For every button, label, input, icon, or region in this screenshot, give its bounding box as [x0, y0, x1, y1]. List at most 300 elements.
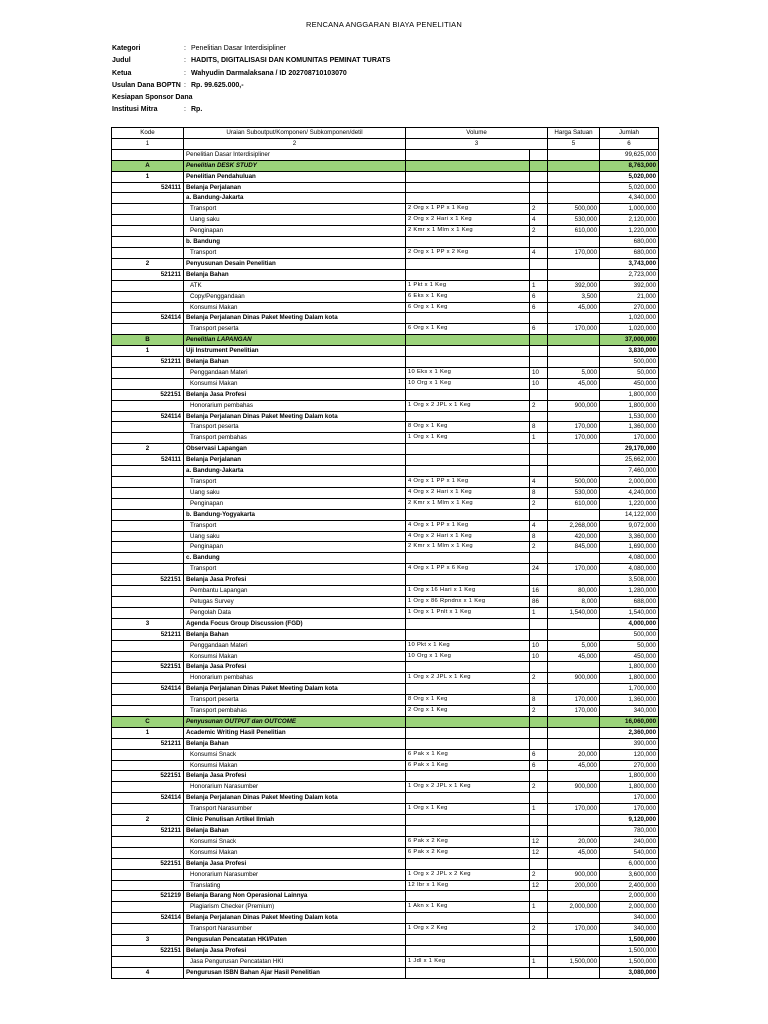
cell-harga-satuan: 170,000: [548, 564, 600, 575]
table-row: [112, 324, 659, 335]
cell-uraian: Plagiarism Checker (Premium): [184, 902, 406, 913]
cell-volume-detail: 6 Eks x 1 Keg: [406, 291, 530, 302]
table-row: [112, 847, 659, 858]
cell-harga-satuan: 900,000: [548, 673, 600, 684]
cell-uraian: Transport: [184, 564, 406, 575]
cell-harga-satuan: 900,000: [548, 782, 600, 793]
cell-uraian: Belanja Barang Non Operasional Lainnya: [184, 891, 406, 902]
cell-uraian: Belanja Bahan: [184, 629, 406, 640]
cell-jumlah: 1,800,000: [600, 771, 659, 782]
cell-jumlah: 120,000: [600, 749, 659, 760]
cell-volume-total: 4: [530, 477, 548, 488]
cell-uraian: a. Bandung-Jakarta: [184, 466, 406, 477]
cell-kode: 2: [112, 258, 184, 269]
cell-volume-detail: 1 Org x 1 Pnlt x 1 Keg: [406, 607, 530, 618]
cell-harga-satuan: 170,000: [548, 247, 600, 258]
cell-uraian: Transport peserta: [184, 695, 406, 706]
cell-jumlah: 3,743,000: [600, 258, 659, 269]
table-row: [112, 367, 659, 378]
cell-uraian: Transport: [184, 520, 406, 531]
cell-volume-total: 10: [530, 367, 548, 378]
cell-volume-total: 8: [530, 422, 548, 433]
cell-volume-total: 10: [530, 640, 548, 651]
cell-kode: 1: [112, 171, 184, 182]
cell-volume-detail: [406, 684, 530, 695]
cell-jumlah: 688,000: [600, 596, 659, 607]
cell-jumlah: 21,000: [600, 291, 659, 302]
cell-volume-detail: 1 Org x 86 Rpndnx x 1 Keg: [406, 596, 530, 607]
cell-kode: [112, 531, 184, 542]
cell-kode: [112, 226, 184, 237]
cell-volume-total: 24: [530, 564, 548, 575]
cell-kode: 522151: [112, 771, 184, 782]
cell-volume-total: [530, 346, 548, 357]
cell-harga-satuan: [548, 509, 600, 520]
meta-key: Kategori: [112, 45, 141, 52]
cell-harga-satuan: 8,000: [548, 596, 600, 607]
cell-volume-total: 16: [530, 586, 548, 597]
table-row: [112, 945, 659, 956]
cell-volume-detail: [406, 891, 530, 902]
cell-kode: 2: [112, 444, 184, 455]
cell-volume-detail: [406, 313, 530, 324]
table-row: [112, 695, 659, 706]
cell-uraian: Uji Instrument Penelitian: [184, 346, 406, 357]
table-row: [112, 411, 659, 422]
cell-harga-satuan: 3,500: [548, 291, 600, 302]
table-row: [112, 237, 659, 248]
cell-uraian: Petugas Survey: [184, 596, 406, 607]
cell-jumlah: 270,000: [600, 760, 659, 771]
cell-volume-detail: 10 Pkt x 1 Keg: [406, 640, 530, 651]
cell-kode: [112, 400, 184, 411]
cell-volume-total: 1: [530, 433, 548, 444]
cell-uraian: Belanja Jasa Profesi: [184, 945, 406, 956]
cell-volume-total: [530, 466, 548, 477]
cell-volume-detail: [406, 815, 530, 826]
cell-volume-total: [530, 269, 548, 280]
cell-uraian: Honorarium pembahas: [184, 673, 406, 684]
cell-kode: 3: [112, 935, 184, 946]
cell-uraian: Konsumsi Makan: [184, 760, 406, 771]
cell-uraian: c. Bandung: [184, 553, 406, 564]
cell-volume-detail: 1 Org x 1 Keg: [406, 433, 530, 444]
cell-harga-satuan: [548, 738, 600, 749]
cell-volume-total: [530, 684, 548, 695]
cell-volume-total: [530, 618, 548, 629]
cell-uraian: Penyusunan Desain Penelitian: [184, 258, 406, 269]
table-row: [112, 749, 659, 760]
table-row: [112, 575, 659, 586]
cell-uraian: Pembantu Lapangan: [184, 586, 406, 597]
cell-volume-detail: [406, 618, 530, 629]
cell-uraian: Penginapan: [184, 542, 406, 553]
table-row: [112, 204, 659, 215]
cell-volume-detail: [406, 357, 530, 368]
meta-value: Penelitian Dasar Interdisipliner: [191, 45, 286, 52]
table-row: [112, 498, 659, 509]
cell-volume-detail: [406, 411, 530, 422]
table-row: [112, 956, 659, 967]
cell-harga-satuan: [548, 160, 600, 171]
table-row: [112, 738, 659, 749]
table-row: [112, 727, 659, 738]
cell-volume-detail: [406, 826, 530, 837]
cell-uraian: Konsumsi Makan: [184, 378, 406, 389]
cell-volume-detail: [406, 945, 530, 956]
cell-kode: A: [112, 160, 184, 171]
table-row: [112, 247, 659, 258]
cell-volume-detail: [406, 444, 530, 455]
cell-volume-detail: [406, 182, 530, 193]
table-row: [112, 226, 659, 237]
cell-harga-satuan: [548, 945, 600, 956]
cell-uraian: Belanja Jasa Profesi: [184, 771, 406, 782]
cell-uraian: Transport Narasumber: [184, 804, 406, 815]
cell-jumlah: 450,000: [600, 378, 659, 389]
cell-jumlah: 500,000: [600, 357, 659, 368]
cell-jumlah: 390,000: [600, 738, 659, 749]
cell-volume-detail: [406, 466, 530, 477]
cell-harga-satuan: [548, 891, 600, 902]
header-kode: Kode: [112, 128, 184, 139]
cell-kode: [112, 956, 184, 967]
cell-volume-total: 6: [530, 760, 548, 771]
cell-jumlah: 240,000: [600, 836, 659, 847]
cell-jumlah: 680,000: [600, 237, 659, 248]
table-row: [112, 640, 659, 651]
cell-harga-satuan: 5,000: [548, 367, 600, 378]
cell-uraian: Penggandaan Materi: [184, 640, 406, 651]
cell-uraian: Konsumsi Snack: [184, 836, 406, 847]
meta-key: Usulan Dana BOPTN: [112, 81, 181, 89]
table-row: [112, 509, 659, 520]
cell-uraian: Belanja Jasa Profesi: [184, 575, 406, 586]
cell-volume-detail: 10 Org x 1 Keg: [406, 378, 530, 389]
cell-kode: [112, 324, 184, 335]
cell-volume-total: 2: [530, 869, 548, 880]
cell-harga-satuan: [548, 389, 600, 400]
cell-volume-total: [530, 945, 548, 956]
cell-uraian: Belanja Perjalanan Dinas Paket Meeting Dalam kota: [184, 684, 406, 695]
cell-volume-detail: [406, 629, 530, 640]
cell-harga-satuan: 610,000: [548, 226, 600, 237]
cell-kode: 4: [112, 967, 184, 978]
cell-volume-total: [530, 160, 548, 171]
cell-jumlah: 1,800,000: [600, 673, 659, 684]
cell-jumlah: 1,020,000: [600, 313, 659, 324]
cell-volume-detail: 2 Kmr x 1 Mlm x 1 Keg: [406, 498, 530, 509]
cell-jumlah: 1,800,000: [600, 389, 659, 400]
table-row: [112, 269, 659, 280]
table-row: [112, 935, 659, 946]
table-row: [112, 618, 659, 629]
cell-kode: 522151: [112, 575, 184, 586]
cell-harga-satuan: 170,000: [548, 706, 600, 717]
cell-uraian: Penyusunan OUTPUT dan OUTCOME: [184, 716, 406, 727]
cell-volume-detail: [406, 455, 530, 466]
cell-volume-detail: [406, 727, 530, 738]
cell-uraian: Penelitian Dasar Interdisipliner: [184, 149, 406, 160]
cell-volume-detail: [406, 335, 530, 346]
table-row: [112, 357, 659, 368]
cell-harga-satuan: [548, 269, 600, 280]
cell-volume-detail: 1 Org x 2 JPL x 1 Keg: [406, 400, 530, 411]
table-row: [112, 967, 659, 978]
cell-volume-detail: [406, 858, 530, 869]
meta-colon: :: [184, 57, 186, 65]
cell-volume-total: 6: [530, 324, 548, 335]
cell-volume-detail: 8 Org x 1 Keg: [406, 695, 530, 706]
cell-uraian: a. Bandung-Jakarta: [184, 193, 406, 204]
cell-kode: [112, 422, 184, 433]
cell-harga-satuan: [548, 346, 600, 357]
table-row: [112, 346, 659, 357]
cell-jumlah: 5,020,000: [600, 182, 659, 193]
cell-jumlah: 3,080,000: [600, 967, 659, 978]
cell-jumlah: 50,000: [600, 367, 659, 378]
cell-volume-detail: 2 Org x 1 PP x 1 Keg: [406, 204, 530, 215]
cell-harga-satuan: [548, 727, 600, 738]
column-number: 2: [184, 138, 406, 149]
cell-jumlah: 2,000,000: [600, 902, 659, 913]
column-number: 5: [548, 138, 600, 149]
cell-jumlah: 1,020,000: [600, 324, 659, 335]
table-row: [112, 433, 659, 444]
cell-harga-satuan: [548, 716, 600, 727]
cell-volume-total: [530, 237, 548, 248]
cell-volume-detail: 6 Pak x 1 Keg: [406, 749, 530, 760]
cell-kode: 524114: [112, 793, 184, 804]
cell-uraian: Transport peserta: [184, 422, 406, 433]
cell-volume-total: [530, 553, 548, 564]
cell-uraian: b. Bandung-Yogyakarta: [184, 509, 406, 520]
cell-jumlah: 1,800,000: [600, 400, 659, 411]
cell-uraian: Penelitian Pendahuluan: [184, 171, 406, 182]
cell-volume-total: 10: [530, 651, 548, 662]
cell-kode: 524111: [112, 455, 184, 466]
cell-volume-detail: [406, 716, 530, 727]
cell-volume-total: [530, 826, 548, 837]
table-row: [112, 444, 659, 455]
cell-volume-total: 2: [530, 542, 548, 553]
header-jumlah: Jumlah: [600, 128, 659, 139]
cell-uraian: Pengusulan Pencatatan HKI/Paten: [184, 935, 406, 946]
cell-volume-detail: 2 Org x 1 Keg: [406, 706, 530, 717]
cell-uraian: Penginapan: [184, 498, 406, 509]
cell-jumlah: 1,360,000: [600, 695, 659, 706]
cell-volume-total: 4: [530, 215, 548, 226]
cell-volume-total: [530, 193, 548, 204]
cell-kode: [112, 924, 184, 935]
cell-jumlah: 4,340,000: [600, 193, 659, 204]
cell-volume-total: [530, 171, 548, 182]
cell-harga-satuan: [548, 629, 600, 640]
cell-harga-satuan: [548, 411, 600, 422]
cell-volume-total: [530, 335, 548, 346]
cell-volume-total: 2: [530, 226, 548, 237]
cell-jumlah: 1,800,000: [600, 782, 659, 793]
cell-harga-satuan: 845,000: [548, 542, 600, 553]
cell-jumlah: 340,000: [600, 706, 659, 717]
table-row: [112, 869, 659, 880]
cell-jumlah: 2,000,000: [600, 477, 659, 488]
cell-volume-total: [530, 815, 548, 826]
cell-volume-detail: [406, 913, 530, 924]
cell-jumlah: 340,000: [600, 913, 659, 924]
cell-kode: 1: [112, 727, 184, 738]
table-row: [112, 836, 659, 847]
cell-jumlah: 3,360,000: [600, 531, 659, 542]
cell-kode: 522151: [112, 662, 184, 673]
cell-kode: [112, 247, 184, 258]
cell-volume-detail: 4 Org x 1 PP x 6 Keg: [406, 564, 530, 575]
cell-kode: [112, 640, 184, 651]
cell-jumlah: 4,240,000: [600, 487, 659, 498]
table-row: [112, 182, 659, 193]
cell-volume-total: 1: [530, 956, 548, 967]
cell-volume-total: [530, 629, 548, 640]
header-harga-satuan: Harga Satuan: [548, 128, 600, 139]
table-row: [112, 553, 659, 564]
cell-kode: [112, 673, 184, 684]
cell-volume-total: 2: [530, 498, 548, 509]
cell-harga-satuan: 170,000: [548, 324, 600, 335]
cell-kode: [112, 542, 184, 553]
cell-volume-detail: [406, 389, 530, 400]
cell-harga-satuan: 45,000: [548, 302, 600, 313]
cell-jumlah: 25,662,000: [600, 455, 659, 466]
cell-harga-satuan: 45,000: [548, 651, 600, 662]
cell-volume-detail: 6 Pak x 2 Keg: [406, 847, 530, 858]
cell-volume-total: 4: [530, 247, 548, 258]
column-number: 3: [406, 138, 548, 149]
table-row: [112, 706, 659, 717]
cell-volume-total: [530, 258, 548, 269]
cell-harga-satuan: 200,000: [548, 880, 600, 891]
cell-harga-satuan: [548, 935, 600, 946]
cell-kode: [112, 782, 184, 793]
cell-kode: 524114: [112, 313, 184, 324]
cell-volume-total: [530, 662, 548, 673]
cell-volume-total: 8: [530, 695, 548, 706]
cell-volume-detail: 6 Pak x 2 Keg: [406, 836, 530, 847]
cell-jumlah: 2,000,000: [600, 891, 659, 902]
cell-harga-satuan: 45,000: [548, 847, 600, 858]
cell-kode: 524111: [112, 182, 184, 193]
cell-kode: 521219: [112, 891, 184, 902]
cell-uraian: Agenda Focus Group Discussion (FGD): [184, 618, 406, 629]
cell-harga-satuan: 170,000: [548, 924, 600, 935]
cell-jumlah: 392,000: [600, 280, 659, 291]
cell-harga-satuan: 500,000: [548, 477, 600, 488]
cell-jumlah: 1,500,000: [600, 945, 659, 956]
cell-jumlah: 1,690,000: [600, 542, 659, 553]
cell-volume-detail: 1 Org x 2 JPL x 1 Keg: [406, 782, 530, 793]
cell-kode: [112, 291, 184, 302]
cell-kode: [112, 607, 184, 618]
cell-harga-satuan: 610,000: [548, 498, 600, 509]
table-row: [112, 520, 659, 531]
cell-uraian: Transport Narasumber: [184, 924, 406, 935]
cell-uraian: Belanja Bahan: [184, 826, 406, 837]
cell-volume-detail: 1 Org x 1 Keg: [406, 804, 530, 815]
meta-colon: :: [184, 45, 186, 52]
table-row: [112, 400, 659, 411]
cell-kode: 522151: [112, 945, 184, 956]
table-row: [112, 771, 659, 782]
table-row: [112, 891, 659, 902]
cell-kode: 521211: [112, 357, 184, 368]
cell-harga-satuan: 900,000: [548, 400, 600, 411]
cell-volume-detail: [406, 575, 530, 586]
cell-jumlah: 170,000: [600, 793, 659, 804]
cell-volume-detail: 1 Akn x 1 Keg: [406, 902, 530, 913]
cell-kode: [112, 487, 184, 498]
cell-uraian: Belanja Perjalanan Dinas Paket Meeting Dalam kota: [184, 913, 406, 924]
cell-volume-total: [530, 182, 548, 193]
cell-volume-detail: 2 Kmr x 1 Mlm x 1 Keg: [406, 542, 530, 553]
cell-kode: 2: [112, 815, 184, 826]
cell-harga-satuan: [548, 258, 600, 269]
meta-key: Ketua: [112, 69, 132, 77]
cell-kode: [112, 433, 184, 444]
cell-kode: [112, 651, 184, 662]
budget-table-body: [112, 149, 659, 978]
cell-jumlah: 1,220,000: [600, 498, 659, 509]
cell-harga-satuan: [548, 815, 600, 826]
table-row: [112, 804, 659, 815]
cell-volume-total: 12: [530, 847, 548, 858]
cell-volume-total: [530, 149, 548, 160]
table-row: [112, 760, 659, 771]
cell-volume-total: [530, 357, 548, 368]
cell-harga-satuan: [548, 444, 600, 455]
meta-colon: :: [184, 106, 186, 114]
cell-harga-satuan: 5,000: [548, 640, 600, 651]
cell-volume-detail: 2 Kmr x 1 Mlm x 1 Keg: [406, 226, 530, 237]
cell-volume-detail: 6 Org x 1 Keg: [406, 302, 530, 313]
cell-jumlah: 99,625,000: [600, 149, 659, 160]
table-row: [112, 389, 659, 400]
cell-uraian: Copy/Penggandaan: [184, 291, 406, 302]
cell-volume-total: 2: [530, 782, 548, 793]
cell-jumlah: 1,500,000: [600, 956, 659, 967]
cell-volume-total: 1: [530, 280, 548, 291]
cell-uraian: Translating: [184, 880, 406, 891]
cell-kode: [112, 880, 184, 891]
cell-volume-total: [530, 967, 548, 978]
cell-uraian: Uang saku: [184, 487, 406, 498]
table-row: [112, 455, 659, 466]
table-row: [112, 629, 659, 640]
cell-volume-detail: [406, 738, 530, 749]
cell-harga-satuan: 170,000: [548, 433, 600, 444]
cell-uraian: Belanja Bahan: [184, 738, 406, 749]
cell-uraian: Konsumsi Makan: [184, 302, 406, 313]
cell-uraian: Observasi Lapangan: [184, 444, 406, 455]
cell-uraian: Transport peserta: [184, 324, 406, 335]
cell-harga-satuan: 170,000: [548, 422, 600, 433]
cell-uraian: Clinic Penulisan Artikel Ilmiah: [184, 815, 406, 826]
table-row: [112, 280, 659, 291]
cell-volume-total: [530, 771, 548, 782]
cell-uraian: Uang saku: [184, 531, 406, 542]
cell-jumlah: 340,000: [600, 924, 659, 935]
cell-jumlah: 1,800,000: [600, 662, 659, 673]
cell-jumlah: 500,000: [600, 629, 659, 640]
cell-harga-satuan: 80,000: [548, 586, 600, 597]
